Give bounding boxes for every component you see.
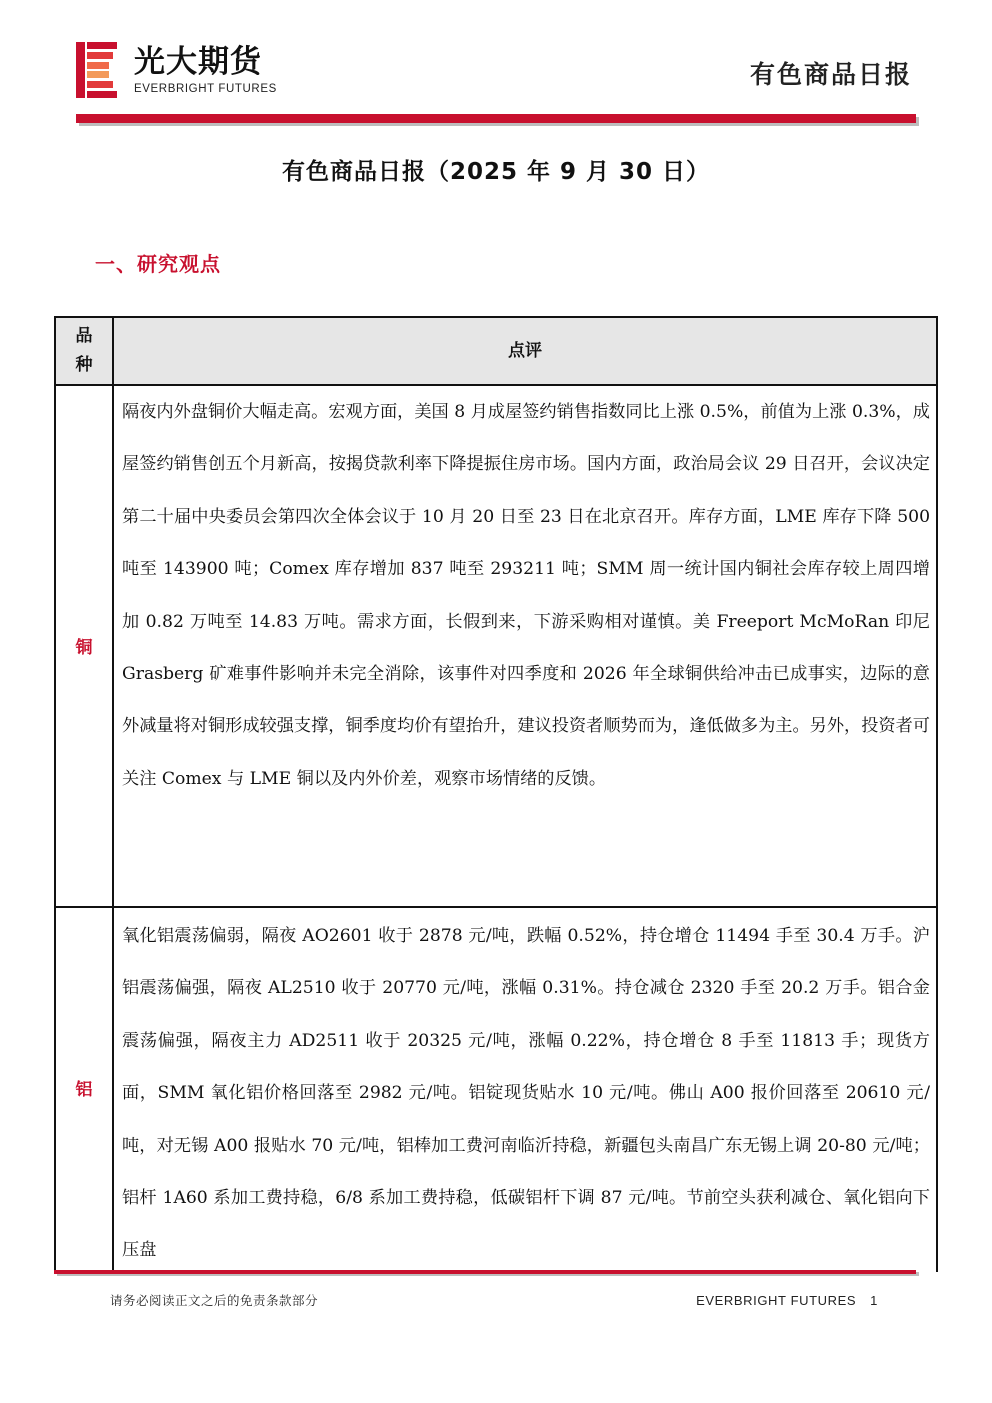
category-header-char-1: 品 xyxy=(75,326,93,346)
logo-chinese-name: 光大期货 xyxy=(134,44,262,80)
table-header-row xyxy=(56,318,936,386)
header-divider xyxy=(76,114,916,123)
row-category-aluminum: 铝 xyxy=(75,1080,93,1100)
row-divider xyxy=(56,906,936,908)
footer-disclaimer: 请务必阅读正文之后的免责条款部分 xyxy=(110,1293,319,1308)
footer-brand-block xyxy=(696,1291,878,1311)
logo-english-name: EVERBRIGHT FUTURES xyxy=(134,83,277,95)
column-divider xyxy=(112,318,114,1272)
table-header-category xyxy=(56,322,112,380)
header-report-title: 有色商品日报 xyxy=(749,60,912,89)
row-comment-copper: 隔夜内外盘铜价大幅走高。宏观方面，美国 8 月成屋签约销售指数同比上涨 0.5%，前值为上涨 0.3%，成屋签约销售创五个月新高，按揭贷款利率下降提振住房市场。国内方面，政治局会议 29 日召开，会议决定第二十届中央委员会第四次全体会议于 10 月 20 日至 23 日在北京召开。库存方面，LME 库存下降 500 吨至 143900 吨；Comex 库存增加 837 吨至 293211 吨；SMM 周一统计国内铜社会库存较上周四增加 0.82 万吨至 14.83 万吨。需求方面，长假到来，下游采购相对谨慎。美 Freeport McMoRan 印尼 Grasberg 矿难事件影响并未完全消除，该事件对四季度和 2026 年全球铜供给冲击已成事实，边际的意外减量将对铜形成较强支撑，铜季度均价有望抬升，建议投资者顺势而为，逢低做多为主。另外，投资者可关注 Comex 与 LME 铜以及内外价差，观察市场情绪的反馈。 xyxy=(122,402,930,789)
page-number: 1 xyxy=(870,1293,878,1308)
research-view-table xyxy=(54,316,938,1272)
footer-brand: EVERBRIGHT FUTURES xyxy=(696,1293,857,1308)
everbright-logo-icon xyxy=(76,42,122,98)
table-header-comment: 点评 xyxy=(508,341,542,361)
section-heading: 一、研究观点 xyxy=(95,252,221,276)
footer-divider xyxy=(54,1270,916,1274)
category-header-char-2: 种 xyxy=(75,355,93,375)
company-logo xyxy=(76,42,286,98)
row-comment-aluminum: 氧化铝震荡偏弱，隔夜 AO2601 收于 2878 元/吨，跌幅 0.52%，持仓增仓 11494 手至 30.4 万手。沪铝震荡偏强，隔夜 AL2510 收于 20770 元/吨，涨幅 0.31%。持仓减仓 2320 手至 20.2 万手。铝合金震荡偏强，隔夜主力 AD2511 收于 20325 元/吨，涨幅 0.22%，持仓增仓 8 手至 11813 手；现货方面，SMM 氧化铝价格回落至 2982 元/吨。铝锭现货贴水 10 元/吨。佛山 A00 报价回落至 20610 元/吨，对无锡 A00 报贴水 70 元/吨，铝棒加工费河南临沂持稳，新疆包头南昌广东无锡上调 20-80 元/吨；铝杆 1A60 系加工费持稳，6/8 系加工费持稳，低碳铝杆下调 87 元/吨。节前空头获利减仓、氧化铝向下压盘 xyxy=(122,926,930,1261)
document-title: 有色商品日报（2025 年 9 月 30 日） xyxy=(281,159,711,185)
row-category-copper: 铜 xyxy=(75,638,93,658)
